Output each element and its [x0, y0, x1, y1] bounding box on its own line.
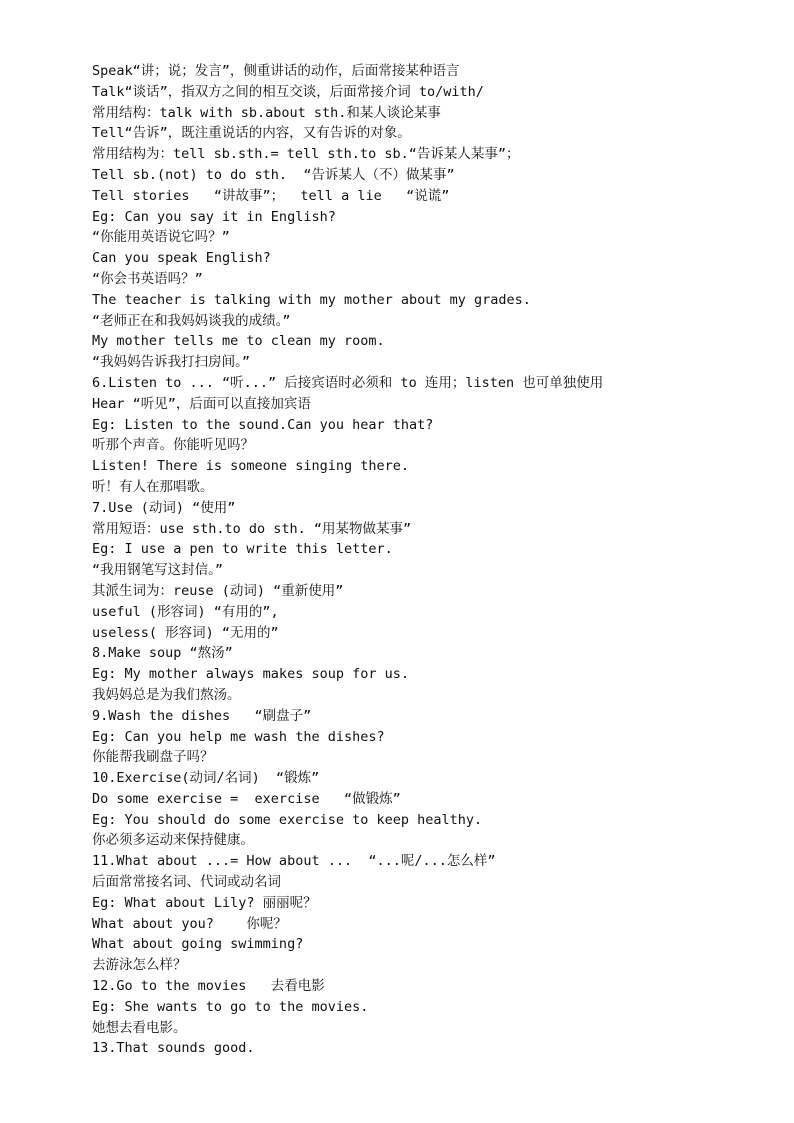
text-line: 9.Wash the dishes “刷盘子”	[92, 707, 312, 724]
text-line: Speak“讲；说；发言”，侧重讲话的动作，后面常接某种语言	[92, 63, 460, 79]
text-line: What about going swimming?	[92, 936, 304, 953]
text-line: Hear “听见”，后面可以直接加宾语	[92, 395, 311, 412]
text-line: Eg: Listen to the sound.Can you hear that?	[92, 416, 434, 433]
text-line: “我妈妈告诉我打扫房间。”	[92, 354, 251, 371]
text-line: Eg: Can you help me wash the dishes?	[92, 728, 385, 745]
text-line: 听那个声音。你能听见吗？	[92, 437, 254, 454]
text-line: 其派生词为：reuse (动词) “重新使用”	[92, 582, 344, 599]
text-line: 6.Listen to ... “听...” 后接宾语时必须和 to 连用；listen 也可单独使用	[92, 374, 604, 391]
text-line: useless( 形容词) “无用的”	[92, 624, 279, 641]
text-line: Can you speak English?	[92, 250, 271, 267]
text-line: Listen! There is someone singing there.	[92, 458, 409, 475]
text-line: 你能帮我刷盘子吗？	[92, 749, 214, 766]
text-line: useful (形容词) “有用的”,	[92, 603, 279, 620]
text-line: “你能用英语说它吗？”	[92, 229, 230, 246]
text-line: 常用短语：use sth.to do sth. “用某物做某事”	[92, 520, 412, 537]
text-line: Tell stories “讲故事”； tell a lie “说谎”	[92, 187, 450, 204]
text-line: 12.Go to the movies 去看电影	[92, 978, 325, 995]
text-line: 你必须多运动来保持健康。	[92, 832, 254, 849]
document-body	[92, 61, 712, 1059]
text-line: Eg: My mother always makes soup for us.	[92, 666, 409, 683]
text-line: Eg: You should do some exercise to keep healthy.	[92, 811, 483, 828]
text-line: Talk“谈话”，指双方之间的相互交谈，后面常接介词 to/with/	[92, 83, 484, 100]
text-line: Eg: I use a pen to write this letter.	[92, 541, 393, 558]
text-line: 听！有人在那唱歌。	[92, 478, 214, 495]
text-line: 常用结构：talk with sb.about sth.和某人谈论某事	[92, 104, 441, 121]
text-line: Eg: Can you say it in English?	[92, 208, 336, 225]
text-line: 10.Exercise(动词/名词) “锻炼”	[92, 770, 320, 787]
text-line: The teacher is talking with my mother about my grades.	[92, 291, 531, 308]
text-line: “我用钢笔写这封信。”	[92, 562, 224, 579]
text-line: 11.What about ...= How about ... “...呢/...怎么样”	[92, 853, 496, 870]
text-line: 后面常常接名词、代词或动名词	[92, 874, 281, 891]
text-line: Tell“告诉”，既注重说话的内容，又有告诉的对象。	[92, 125, 411, 142]
text-line: “你会书英语吗？”	[92, 270, 203, 287]
text-line: 7.Use (动词) “使用”	[92, 499, 236, 516]
text-line: Do some exercise = exercise “做锻炼”	[92, 790, 401, 807]
text-line: Tell sb.(not) to do sth. “告诉某人（不）做某事”	[92, 166, 455, 183]
text-line: “老师正在和我妈妈谈我的成绩。”	[92, 312, 291, 329]
text-line: Eg: What about Lily? 丽丽呢？	[92, 894, 317, 911]
text-line: 常用结构为：tell sb.sth.= tell sth.to sb.“告诉某人某事”；	[92, 146, 520, 163]
text-line: 我妈妈总是为我们熬汤。	[92, 686, 241, 703]
text-line: 13.That sounds good.	[92, 1040, 255, 1057]
text-line: What about you? 你呢？	[92, 915, 287, 932]
text-line: 8.Make soup “熬汤”	[92, 645, 233, 662]
text-line: My mother tells me to clean my room.	[92, 333, 385, 350]
text-line: Eg: She wants to go to the movies.	[92, 998, 369, 1015]
text-line: 去游泳怎么样？	[92, 957, 187, 974]
text-line: 她想去看电影。	[92, 1019, 187, 1036]
